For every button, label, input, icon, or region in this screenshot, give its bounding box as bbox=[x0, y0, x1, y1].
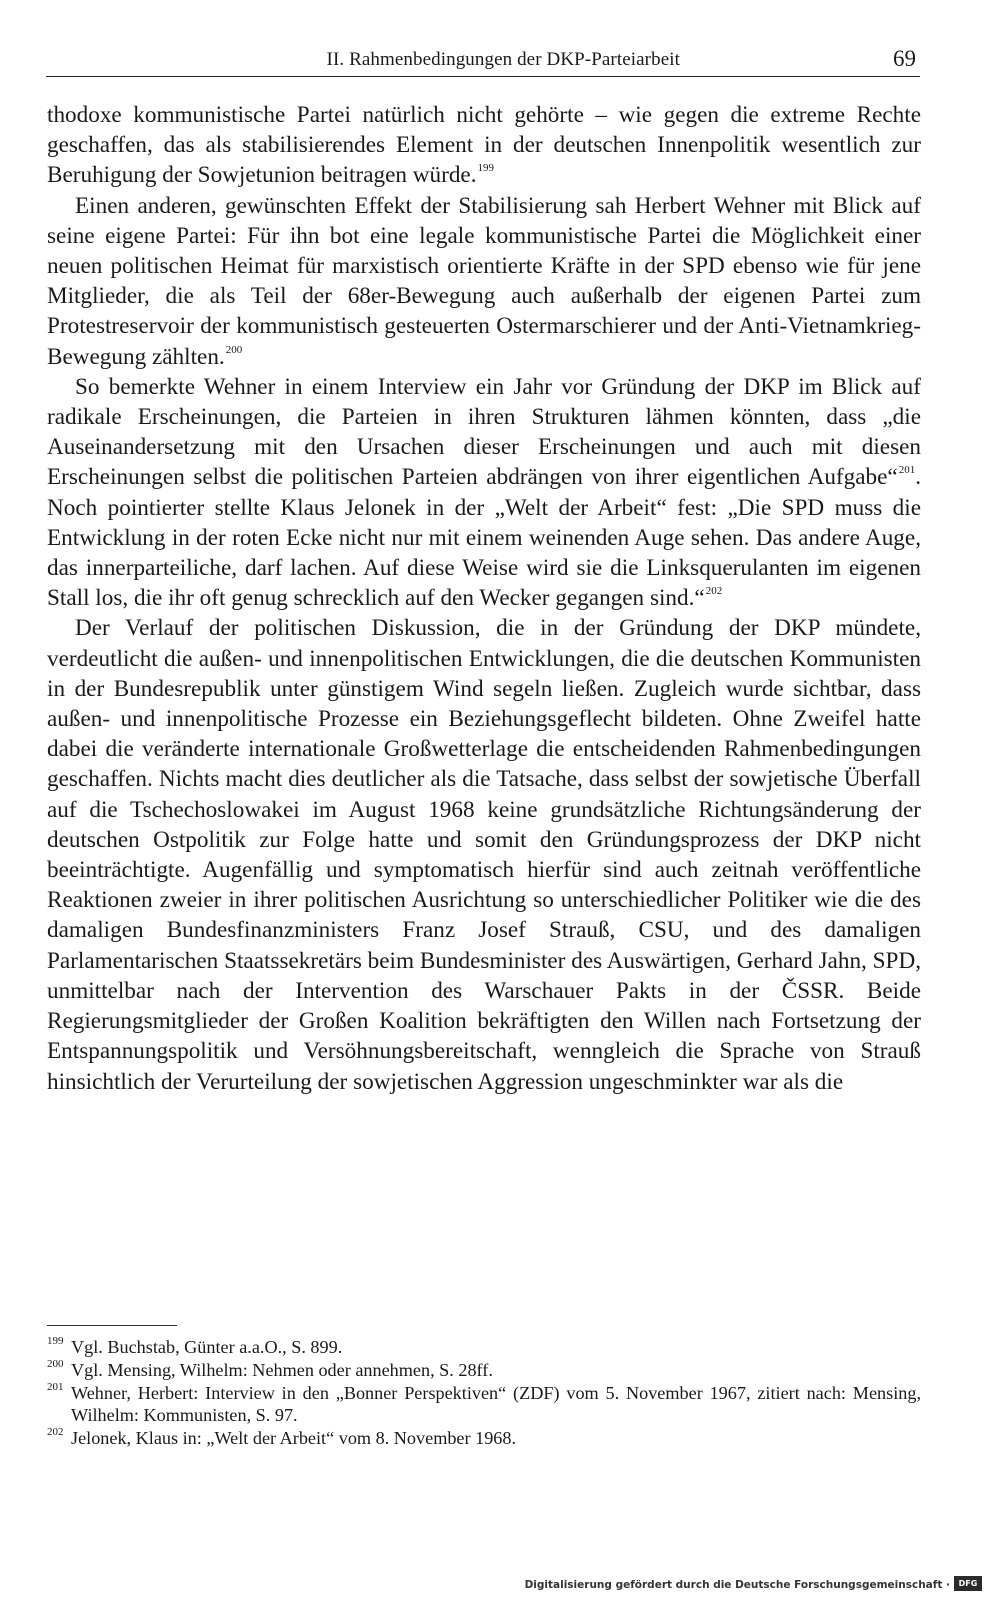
footnote-divider bbox=[47, 1325, 177, 1326]
paragraph bbox=[47, 191, 921, 372]
footnote-text: Vgl. Buchstab, Günter a.a.O., S. 899. bbox=[71, 1337, 343, 1357]
footnotes bbox=[47, 1336, 921, 1450]
paragraph bbox=[47, 372, 921, 614]
digitization-credit: Digitalisierung gefördert durch die Deutsche Forschungsgemeinschaft · bbox=[524, 1579, 950, 1591]
body-text bbox=[47, 100, 921, 1097]
footnote-number: 201 bbox=[47, 1380, 64, 1393]
paragraph-text: Einen anderen, gewünschten Effekt der Stabilisierung sah Herbert Wehner mit Blick auf seine eigene Partei: Für ihn bot eine legale kommunistische Partei die Möglichkeit einer neuen politischen Heimat für marxistisch orientierte Kräfte in der SPD ebenso wie für jene Mitglieder, die als Teil der 68er-Bewegung auch außerhalb der eigenen Partei zum Protestreservoir der kommunistisch gesteuerten Ostermarschierer und der Anti-Vietnamkrieg-Bewegung zählten. bbox=[47, 192, 921, 370]
page-number: 69 bbox=[893, 46, 916, 71]
footnote-text: Vgl. Mensing, Wilhelm: Nehmen oder annehmen, S. 28ff. bbox=[71, 1359, 493, 1380]
footnote-text: Jelonek, Klaus in: „Welt der Arbeit“ vom 8. November 1968. bbox=[71, 1428, 517, 1449]
running-title: II. Rahmenbedingungen der DKP-Parteiarbeit bbox=[326, 49, 680, 70]
footnote bbox=[47, 1336, 921, 1359]
paragraph-text: . Noch pointierter stellte Klaus Jelonek in der „Welt der Arbeit“ fest: „Die SPD muss die Entwicklung in der roten Ecke nicht nur mit einem weinenden Auge sehen. Das andere Auge, das innerparteiliche, darf lachen. Auf diese Weise wird sie die Linksquerulanten im eigenen Stall los, die ihr oft genug schrecklich auf den Wecker gegangen sind.“ bbox=[47, 464, 921, 612]
paragraph bbox=[47, 100, 921, 191]
footnote-number: 199 bbox=[47, 1335, 64, 1347]
footnote-ref: 201 bbox=[898, 464, 916, 477]
footnote-text: Wehner, Herbert: Interview in den „Bonner Perspektiven“ (ZDF) vom 5. November 1967, zitiert nach: Mensing, Wilhelm: Kommunisten, S. 97. bbox=[71, 1382, 921, 1426]
footnote-number: 200 bbox=[47, 1357, 64, 1370]
paragraph bbox=[47, 613, 921, 1096]
footnote-number: 202 bbox=[47, 1426, 64, 1439]
running-header bbox=[46, 46, 920, 77]
paragraph-text: So bemerkte Wehner in einem Interview ein Jahr vor Gründung der DKP im Blick auf radikale Erscheinungen, die Parteien in ihren Strukturen lähmen könnten, dass „die Auseinandersetzung mit den Ursachen dieser Erscheinungen und auch mit diesen Erscheinungen selbst die politischen Parteien abdrängen von ihrer eigentlichen Aufgabe“ bbox=[47, 373, 921, 491]
paragraph-text: Der Verlauf der politischen Diskussion, die in der Gründung der DKP mündete, verdeutlicht die außen- und innenpolitischen Entwicklungen, die die deutschen Kommunisten in der Bundesrepublik unter günstigem Wind segeln ließen. Zugleich wurde sichtbar, dass außen- und innenpolitische Prozesse ein Beziehungsgeflecht bildeten. Ohne Zweifel hatte dabei die veränderte internationale Großwetterlage die entscheidenden Rahmenbedingungen geschaffen. Nichts macht dies deutlicher als die Tatsache, dass selbst der sowjetische Überfall auf die Tschechoslowakei im August 1968 keine grundsätzliche Richtungsänderung der deutschen Ostpolitik zur Folge hatte und somit den Gründungsprozess der DKP nicht beeinträchtigte. Augenfällig und symptomatisch hierfür sind auch zeitnah veröffentliche Reaktionen zweier in ihrer politischen Ausrichtung so unterschiedlicher Politiker wie die des damaligen Bundesfinanzministers Franz Josef Strauß, CSU, und des damaligen Parlamentarischen Staatssekretärs beim Bundesminister des Auswärtigen, Gerhard Jahn, SPD, unmittelbar nach der Intervention des Warschauer Pakts in der ČSSR. Beide Regierungsmitglieder der Großen Koalition bekräftigten den Willen nach Fortsetzung der Entspannungspolitik und Versöhnungsbereitschaft, wenngleich die Sprache von Strauß hinsichtlich der Verurteilung der sowjetischen Aggression ungeschminkter war als die bbox=[47, 615, 921, 1095]
footnote bbox=[47, 1359, 921, 1382]
footnote bbox=[47, 1382, 921, 1428]
footnote-ref: 200 bbox=[225, 343, 243, 356]
paragraph-text: thodoxe kommunistische Partei natürlich nicht gehörte – wie gegen die extreme Rechte geschaffen, das als stabilisierendes Element in der deutschen Innenpolitik wesentlich zur Beruhigung der Sowjetunion beitragen würde. bbox=[47, 102, 921, 189]
footnote-ref: 199 bbox=[477, 162, 495, 175]
footnote bbox=[47, 1427, 921, 1450]
dfg-logo: DFG bbox=[954, 1576, 982, 1591]
footnote-ref: 202 bbox=[705, 585, 723, 598]
